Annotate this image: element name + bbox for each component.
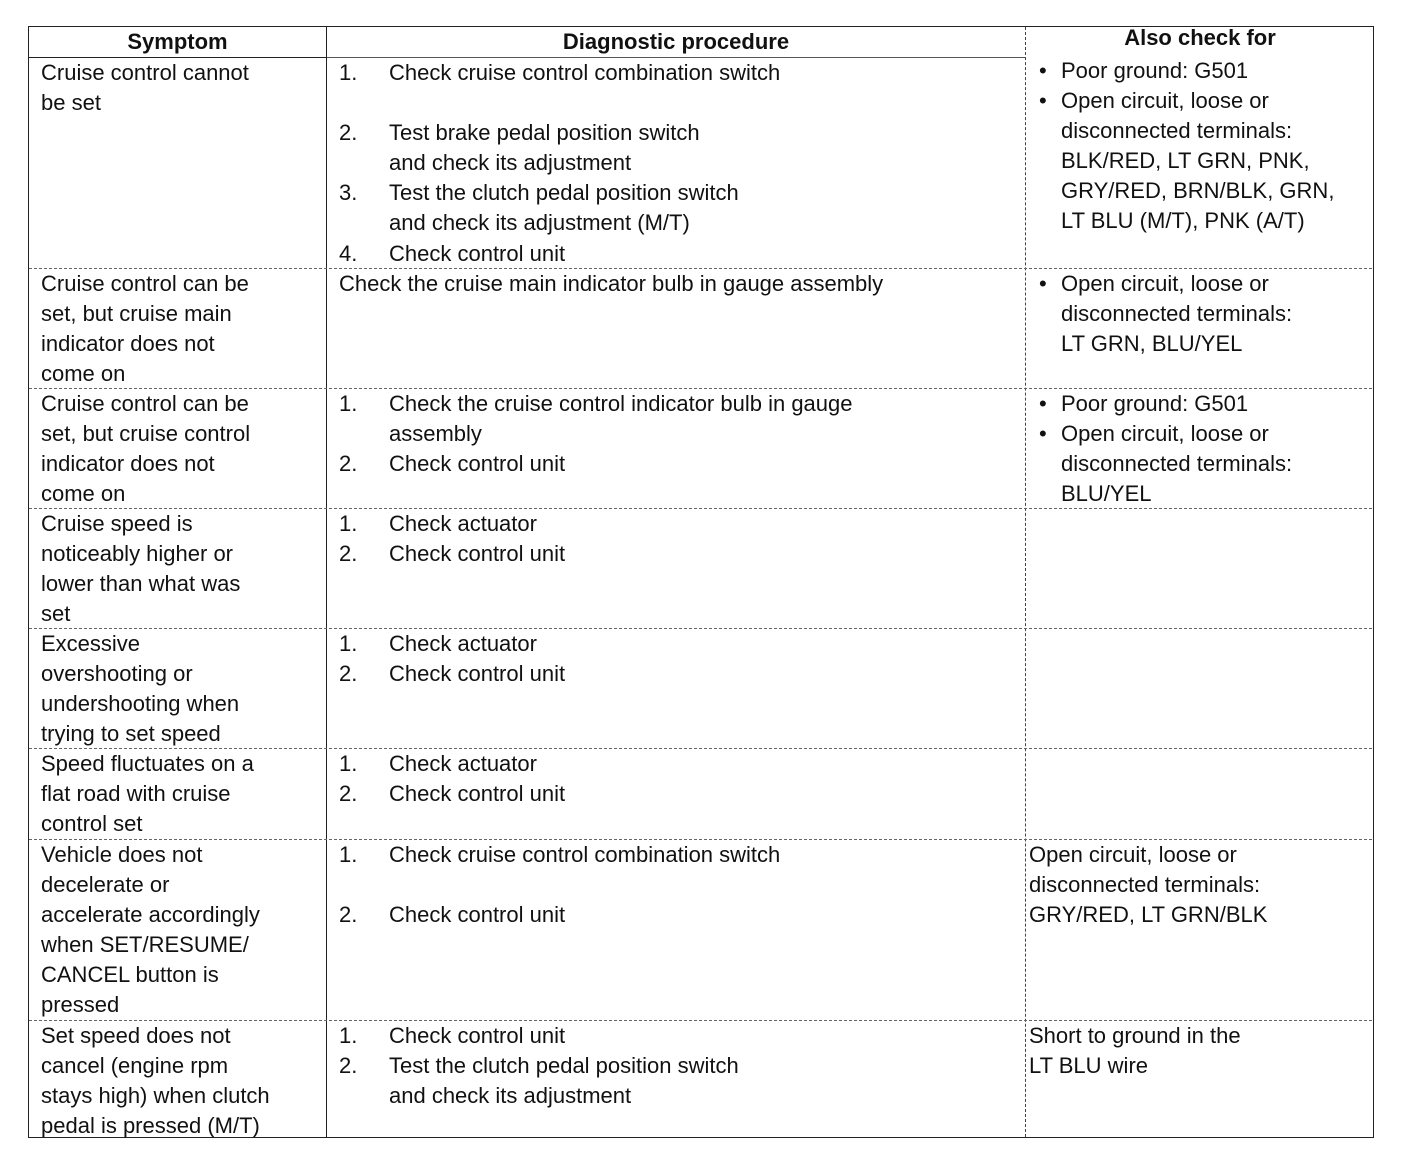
procedure-step: 1. Check actuator: [339, 511, 537, 536]
check-item: • Open circuit, loose or disconnected terminals: LT GRN, BLU/YEL: [1039, 271, 1293, 357]
table-row: [29, 268, 1372, 387]
also-check-cell: [1037, 389, 1371, 509]
symptom-cell: Cruise control can be set, but cruise main indicator does not come on: [41, 271, 249, 387]
header-diagnostic-procedure: Diagnostic procedure: [327, 27, 1025, 58]
procedure-step: 2. Check control unit: [339, 541, 566, 567]
procedure-step: 1. Check actuator: [339, 751, 537, 776]
table-row: [29, 1020, 1372, 1139]
also-check-cell: [1037, 269, 1371, 359]
procedure-cell: [339, 629, 1019, 689]
table-row: [29, 748, 1372, 837]
procedure-step: 1. Check actuator: [339, 631, 537, 656]
procedure-step: 1. Check the cruise control indicator bulb in gauge assembly: [339, 391, 853, 447]
procedure-cell: [339, 840, 1019, 930]
procedure-step: 1. Check cruise control combination switch: [339, 842, 781, 867]
procedure-step: 1. Check cruise control combination switch: [339, 60, 781, 85]
procedure-step: 3. Test the clutch pedal position switch and check its adjustment (M/T): [339, 180, 739, 236]
procedure-step: 1. Check control unit: [339, 1023, 566, 1048]
procedure-cell: [339, 749, 1019, 809]
header-also-check-for: Also check for: [1124, 25, 1276, 50]
also-check-cell: Short to ground in the LT BLU wire: [1029, 1023, 1241, 1079]
column-divider-2: [1025, 27, 1026, 1137]
header-symptom: Symptom: [29, 27, 326, 58]
procedure-step: 4. Check control unit: [339, 240, 566, 266]
table-row: [29, 628, 1372, 747]
table-row: [29, 839, 1372, 1018]
table-row: [29, 388, 1372, 507]
diagnostic-table: [28, 26, 1374, 1138]
symptom-cell: Vehicle does not decelerate or accelerate accordingly when SET/RESUME/ CANCEL button is pressed: [41, 842, 260, 1018]
procedure-cell: Check the cruise main indicator bulb in gauge assembly: [339, 271, 884, 296]
procedure-step: 2. Check control unit: [339, 451, 566, 477]
also-check-cell: [1037, 56, 1371, 237]
check-item: • Open circuit, loose or disconnected terminals: BLK/RED, LT GRN, PNK, GRY/RED, BRN/BLK, GRN, LT BLU (M/T), PNK (A/T): [1039, 88, 1335, 234]
procedure-cell: [339, 58, 1019, 269]
symptom-cell: Excessive overshooting or undershooting when trying to set speed: [41, 631, 240, 747]
symptom-cell: Set speed does not cancel (engine rpm stays high) when clutch pedal is pressed (M/T): [41, 1023, 270, 1139]
procedure-cell: [339, 509, 1019, 569]
procedure-step: 2. Check control unit: [339, 661, 566, 687]
procedure-step: 2. Check control unit: [339, 781, 566, 807]
symptom-cell: Speed fluctuates on a flat road with cruise control set: [41, 751, 254, 837]
column-divider-1: [326, 27, 327, 1137]
check-item: • Poor ground: G501: [1039, 391, 1249, 416]
procedure-step: 2. Test brake pedal position switch and check its adjustment: [339, 120, 700, 176]
procedure-step: 2. Check control unit: [339, 902, 566, 928]
check-item: • Poor ground: G501: [1039, 58, 1249, 83]
symptom-cell: Cruise control cannot be set: [41, 60, 249, 116]
procedure-step: 2. Test the clutch pedal position switch and check its adjustment: [339, 1053, 739, 1109]
procedure-cell: [339, 1021, 1019, 1111]
table-row: [29, 508, 1372, 627]
symptom-cell: Cruise speed is noticeably higher or lower than what was set: [41, 511, 241, 627]
symptom-cell: Cruise control can be set, but cruise control indicator does not come on: [41, 391, 251, 507]
procedure-cell: [339, 389, 1019, 479]
check-item: • Open circuit, loose or disconnected terminals: BLU/YEL: [1039, 421, 1293, 507]
also-check-cell: Open circuit, loose or disconnected terminals: GRY/RED, LT GRN/BLK: [1029, 842, 1268, 928]
